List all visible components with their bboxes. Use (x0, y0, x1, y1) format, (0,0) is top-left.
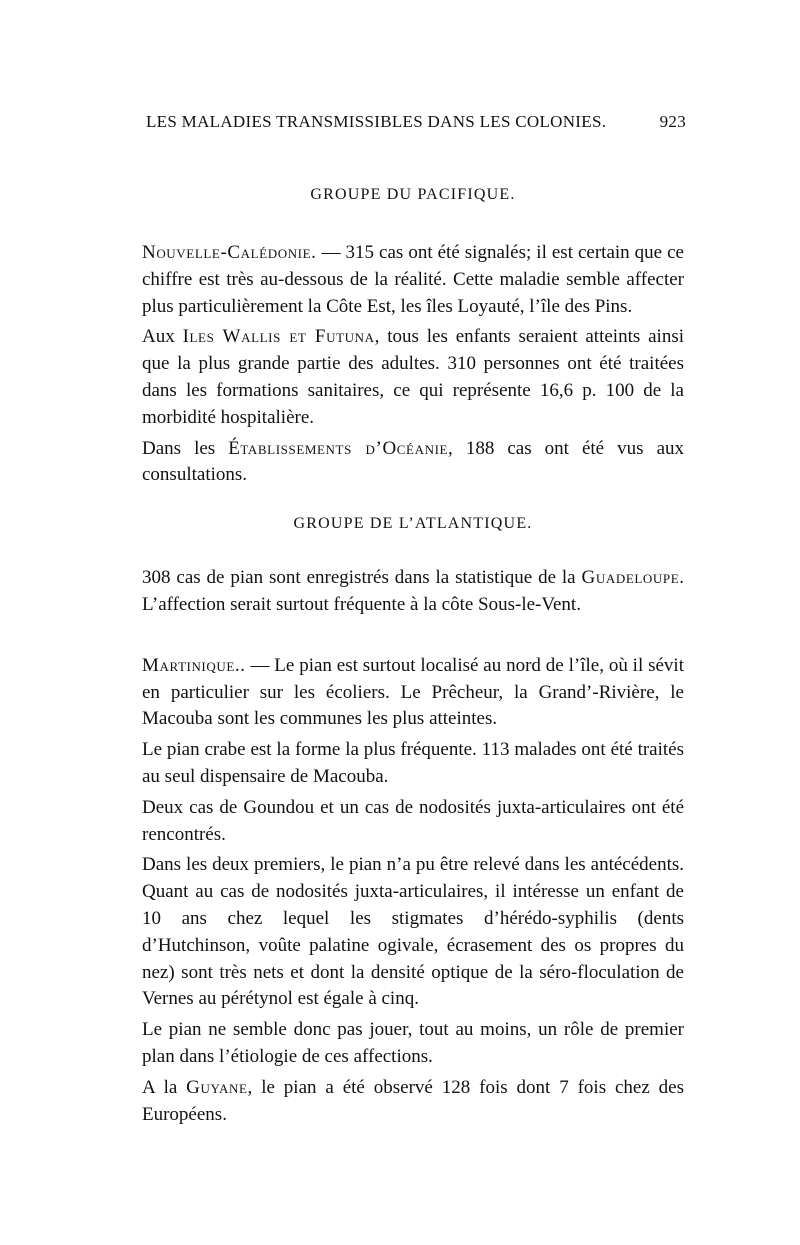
section-title-atlantique: GROUPE DE L’ATLANTIQUE. (293, 515, 533, 533)
place-name-guadeloupe: Guadeloupe (581, 567, 680, 589)
page-number: 923 (659, 112, 686, 131)
place-name-wallis-futuna: Iles Wallis et Futuna (182, 326, 375, 348)
place-name-oceanie: Établissements d’Océanie (228, 437, 449, 459)
paragraph-text: — 315 cas ont été signalés; il est certain que ce chiffre est très au-dessous de la réalité. Cette maladie semble affecter plus particulièrement la Côte Est, les îles Loyauté, l’île des Pins. (142, 242, 684, 317)
place-name-guyane: Guyane (186, 1076, 248, 1098)
paragraph-text: , tous les enfants seraient atteints ainsi que la plus grande partie des adultes. 310 personnes ont été traitées dans les formations sanitaires, ce qui représente 16,6 p. 100 de la morbidité hospitalière. (142, 326, 685, 428)
paragraph-goundou: Deux cas de Goundou et un cas de nodosités juxta-articulaires ont été rencontrés. (142, 796, 684, 845)
paragraph-guadeloupe (142, 565, 684, 619)
running-head (146, 112, 686, 132)
paragraph-text: , le pian a été observé 128 fois dont 7 fois chez des Européens. (142, 1076, 684, 1125)
paragraph-pian-crabe: Le pian crabe est la forme la plus fréquente. 113 malades ont été traités au seul dispensaire de Macouba. (142, 739, 684, 787)
paragraph-text: . L’affection serait surtout fréquente à la côte Sous-le-Vent. (142, 567, 684, 615)
paragraph-text: , 188 cas ont été vus aux consultations. (142, 437, 684, 486)
paragraph-wallis-futuna (142, 324, 684, 431)
paragraph-prefix: 308 cas de pian sont enregistrés dans la statistique de la (142, 567, 582, 589)
paragraph-prefix: Dans les (142, 437, 229, 459)
paragraph-antecedents: Dans les deux premiers, le pian n’a pu être relevé dans les antécédents. Quant au cas de nodosités juxta-articulaires, il intéresse un enfant de 10 ans chez lequel les stigmates d’hérédo-syphilis (dents d’Hutchinson, voûte palatine ogivale, écrasement des os propres du nez) sont très nets et dont la densité optique de la séro-floculation de Vernes au pérétynol est égale à cinq. (142, 854, 684, 1010)
paragraph-nouvelle-caledonie (142, 240, 684, 320)
place-name-martinique: Martinique.. (142, 654, 246, 676)
document-page (142, 112, 684, 1128)
paragraph-prefix: A la (142, 1076, 187, 1098)
paragraph-prefix: Aux (142, 326, 183, 348)
section-title-pacifique: GROUPE DU PACIFIQUE. (310, 186, 516, 203)
place-name-nouvelle-caledonie: Nouvelle-Calédonie. (142, 242, 317, 263)
paragraph-oceanie (142, 436, 684, 490)
paragraph-martinique (142, 653, 684, 733)
paragraph-text: — Le pian est surtout localisé au nord de l’île, où il sévit en particulier sur les écoliers. Le Prêcheur, la Grand’-Rivière, le Macouba sont les communes les plus atteintes. (142, 654, 684, 730)
paragraph-role: Le pian ne semble donc pas jouer, tout au moins, un rôle de premier plan dans l’étiologie de ces affections. (142, 1019, 684, 1067)
running-head-title: LES MALADIES TRANSMISSIBLES DANS LES COLONIES. (146, 112, 607, 131)
paragraph-guyane (142, 1075, 684, 1129)
